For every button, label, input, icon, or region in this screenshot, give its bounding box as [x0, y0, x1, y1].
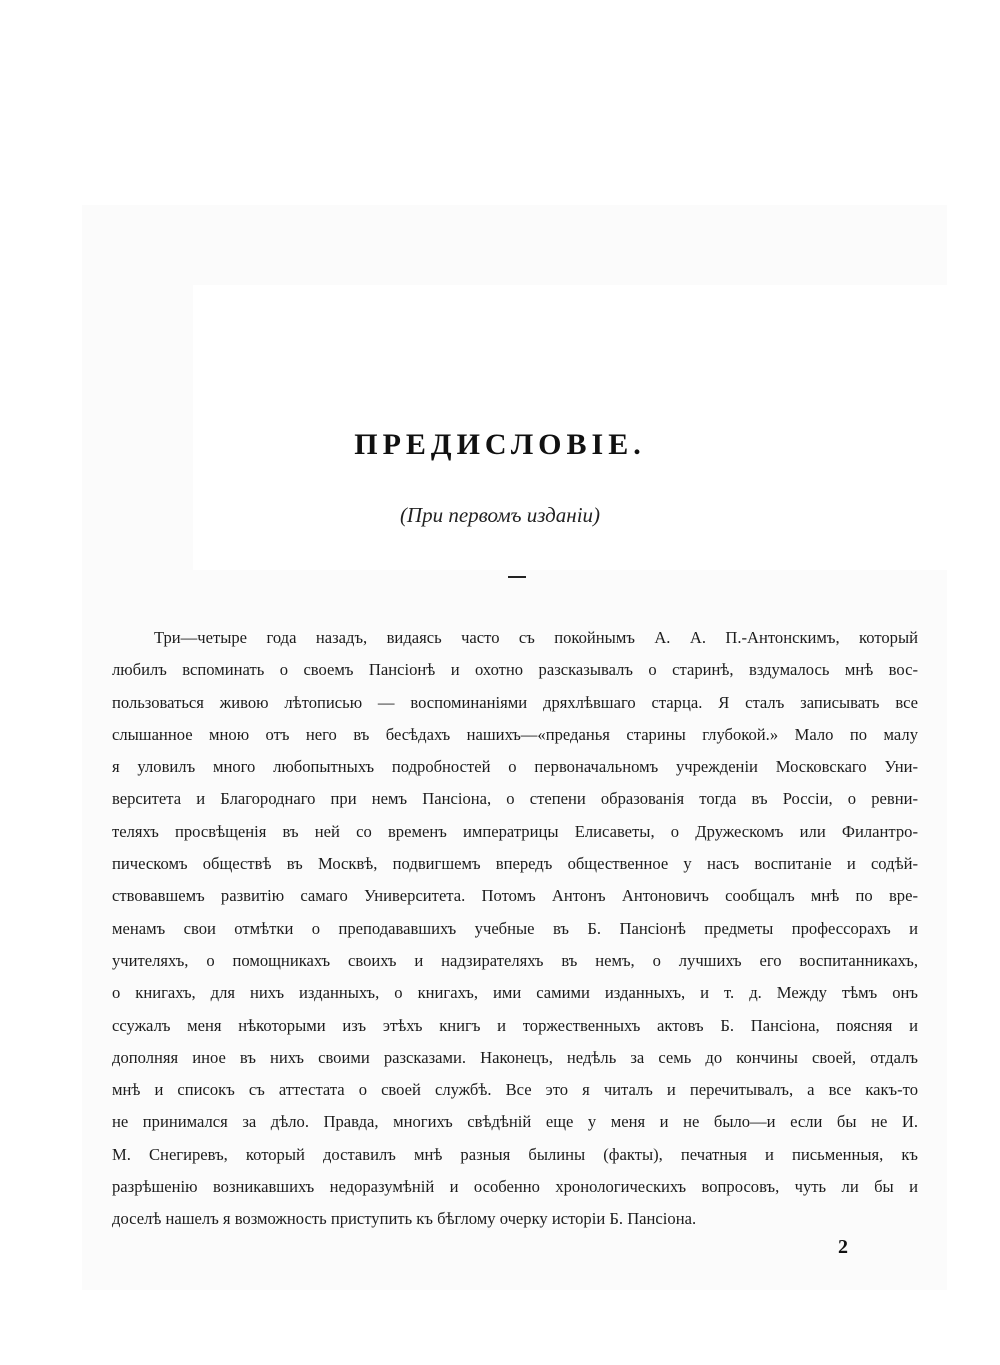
page-title: ПРЕДИСЛОВІЕ. — [354, 428, 646, 461]
text-line: верситета и Благороднаго при немъ Пансіона, о степени образованія тогда въ Россіи, о ревни- — [112, 789, 918, 809]
text-line: я уловилъ много любопытныхъ подробностей о первоначальномъ учрежденіи Московскаго Уни- — [112, 757, 918, 777]
page-number: 2 — [838, 1236, 848, 1258]
scan-background-top — [82, 205, 947, 285]
text-line: о книгахъ, для нихъ изданныхъ, о книгахъ, ими самими изданныхъ, и т. д. Между тѣмъ онъ — [112, 983, 918, 1003]
text-line: слышанное мною отъ него въ бесѣдахъ нашихъ—«преданья старины глубокой.» Мало по малу — [112, 724, 918, 744]
text-line: М. Снегиревъ, который доставилъ мнѣ разныя былины (факты), печатныя и письменныя, къ — [112, 1144, 918, 1164]
text-line: Три—четыре года назадъ, видаясь часто съ покойнымъ А. А. П.-Антонскимъ, который — [154, 628, 918, 647]
text-line: пическомъ обществѣ въ Москвѣ, подвигшемъ впередъ общественное у насъ воспитаніе и содѣй- — [112, 854, 918, 874]
text-line: разрѣшенію возникавшихъ недоразумѣній и особенно хронологическихъ вопросовъ, чуть ли бы и — [112, 1177, 918, 1197]
body-text — [112, 622, 918, 1236]
text-line: ссужалъ меня нѣкоторыми изъ этѣхъ книгъ и торжественныхъ актовъ Б. Пансіона, поясняя и — [112, 1015, 918, 1035]
text-line: пользоваться живою лѣтописью — воспоминаніями дряхлѣвшаго старца. Я сталъ записывать все — [112, 692, 918, 712]
page-subtitle: (При первомъ изданіи) — [399, 503, 601, 527]
text-line: любилъ вспоминать о своемъ Пансіонѣ и охотно разсказывалъ о старинѣ, вздумалось мнѣ вос- — [112, 660, 918, 680]
text-line: мнѣ и списокъ съ аттестата о своей службѣ. Все это я читалъ и перечитывалъ, а все какъ-то — [112, 1080, 918, 1100]
text-line: теляхъ просвѣщенія въ ней со временъ императрицы Елисаветы, о Дружескомъ или Филантро- — [112, 821, 918, 841]
text-line: ствовавшемъ развитію самаго Университета. Потомъ Антонъ Антоновичъ сообщалъ мнѣ по вре- — [112, 886, 918, 906]
text-line: не принимался за дѣло. Правда, многихъ свѣдѣній еще у меня и не было—и если бы не И. — [112, 1112, 918, 1132]
text-line: доселѣ нашелъ я возможность приступить къ бѣглому очерку исторіи Б. Пансіона. — [112, 1209, 697, 1229]
text-line: дополняя иное въ нихъ своими разсказами. Наконецъ, недѣль за семь до кончины своей, отдалъ — [112, 1047, 918, 1067]
text-line: менамъ свои отмѣтки о преподававшихъ учебные въ Б. Пансіонѣ предметы профессорахъ и — [112, 918, 918, 938]
text-line: учителяхъ, о помощникахъ своихъ и надзирателяхъ въ немъ, о лучшихъ его воспитанникахъ, — [112, 950, 918, 970]
title-divider — [508, 576, 526, 578]
